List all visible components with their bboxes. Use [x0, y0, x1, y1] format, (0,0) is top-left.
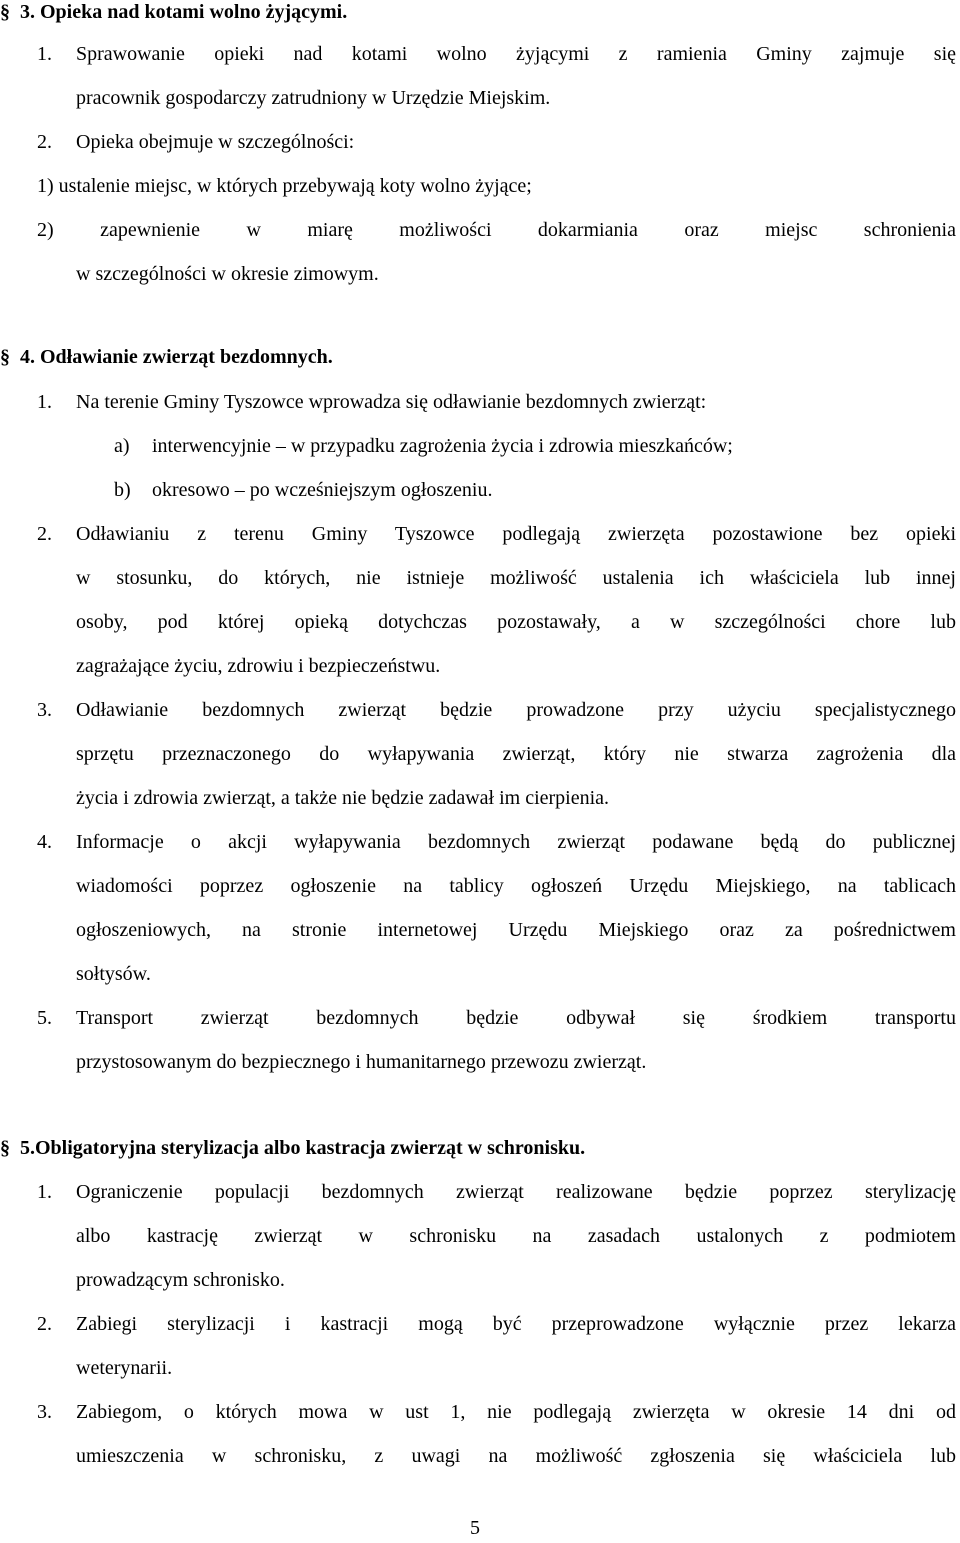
s4-p2-line4: zagrażające życiu, zdrowiu i bezpieczeństwu.	[76, 655, 441, 677]
s4-p3-line2: sprzętu przeznaczonego do wyłapywania zwierząt, który nie stwarza zagrożenia dla	[76, 743, 956, 765]
s5-p3-line1: Zabiegom, o których mowa w ust 1, nie podlegają zwierzęta w okresie 14 dni od	[76, 1401, 956, 1423]
s4-p2-number: 2.	[37, 523, 52, 545]
s4-p1-line1: Na terenie Gminy Tyszowce wprowadza się odławianie bezdomnych zwierząt:	[76, 391, 707, 413]
section-sign-5: §	[0, 1137, 10, 1159]
section-sign-3: §	[0, 1, 10, 23]
section-sign-4: §	[0, 346, 10, 368]
s4-p4-line1: Informacje o akcji wyłapywania bezdomnych zwierząt podawane będą do publicznej	[76, 831, 956, 853]
s4-p2-line1: Odławianiu z terenu Gminy Tyszowce podlegają zwierzęta pozostawione bez opieki	[76, 523, 956, 545]
s5-p1-number: 1.	[37, 1181, 52, 1203]
s4-p4-line2: wiadomości poprzez ogłoszenie na tablicy ogłoszeń Urzędu Miejskiego, na tablicach	[76, 875, 956, 897]
s4-p3-number: 3.	[37, 699, 52, 721]
section-4-heading: 4. Odławianie zwierząt bezdomnych.	[20, 346, 333, 368]
s4-p3-line3: życia i zdrowia zwierząt, a także nie będzie zadawał im cierpienia.	[76, 787, 610, 809]
s5-p3-line2: umieszczenia w schronisku, z uwagi na możliwość zgłoszenia się właściciela lub	[76, 1445, 956, 1467]
s5-p2-number: 2.	[37, 1313, 52, 1335]
s3-p2-number: 2.	[37, 131, 52, 153]
page-number: 5	[470, 1517, 480, 1539]
s3-p1-number: 1.	[37, 43, 52, 65]
s3-item2-line2: w szczególności w okresie zimowym.	[76, 263, 379, 285]
s3-p1-line2: pracownik gospodarczy zatrudniony w Urzędzie Miejskim.	[76, 87, 551, 109]
section-5-heading: 5.Obligatoryjna sterylizacja albo kastracja zwierząt w schronisku.	[20, 1137, 586, 1159]
s4-item-a-label: a)	[114, 435, 130, 457]
section-3-heading: 3. Opieka nad kotami wolno żyjącymi.	[20, 1, 348, 23]
s4-item-b-label: b)	[114, 479, 131, 501]
s5-p1-line1: Ograniczenie populacji bezdomnych zwierząt realizowane będzie poprzez sterylizację	[76, 1181, 956, 1203]
s4-p2-line3: osoby, pod której opieką dotychczas pozostawały, a w szczególności chore lub	[76, 611, 956, 633]
s3-item1: 1) ustalenie miejsc, w których przebywają koty wolno żyjące;	[37, 175, 532, 197]
s4-p5-line2: przystosowanym do bezpiecznego i humanitarnego przewozu zwierząt.	[76, 1051, 647, 1073]
s4-p4-line3: ogłoszeniowych, na stronie internetowej Urzędu Miejskiego oraz za pośrednictwem	[76, 919, 956, 941]
s4-p2-line2: w stosunku, do których, nie istnieje możliwość ustalenia ich właściciela lub innej	[76, 567, 956, 589]
s3-p2-line1: Opieka obejmuje w szczególności:	[76, 131, 355, 153]
s4-p5-line1: Transport zwierząt bezdomnych będzie odbywał się środkiem transportu	[76, 1007, 956, 1029]
s4-p4-line4: sołtysów.	[76, 963, 151, 985]
s4-p3-line1: Odławianie bezdomnych zwierząt będzie prowadzone przy użyciu specjalistycznego	[76, 699, 956, 721]
s4-p4-number: 4.	[37, 831, 52, 853]
s4-p1-number: 1.	[37, 391, 52, 413]
s3-p1-line1: Sprawowanie opieki nad kotami wolno żyjącymi z ramienia Gminy zajmuje się	[76, 43, 956, 65]
s4-p5-number: 5.	[37, 1007, 52, 1029]
s5-p1-line2: albo kastrację zwierząt w schronisku na zasadach ustalonych z podmiotem	[76, 1225, 956, 1247]
s5-p3-number: 3.	[37, 1401, 52, 1423]
s5-p2-line1: Zabiegi sterylizacji i kastracji mogą być przeprowadzone wyłącznie przez lekarza	[76, 1313, 956, 1335]
s4-item-b-text: okresowo – po wcześniejszym ogłoszeniu.	[152, 479, 493, 501]
s3-item2-line1: 2) zapewnienie w miarę możliwości dokarmiania oraz miejsc schronienia	[37, 219, 956, 241]
s5-p2-line2: weterynarii.	[76, 1357, 173, 1379]
s4-item-a-text: interwencyjnie – w przypadku zagrożenia życia i zdrowia mieszkańców;	[152, 435, 733, 457]
s5-p1-line3: prowadzącym schronisko.	[76, 1269, 285, 1291]
